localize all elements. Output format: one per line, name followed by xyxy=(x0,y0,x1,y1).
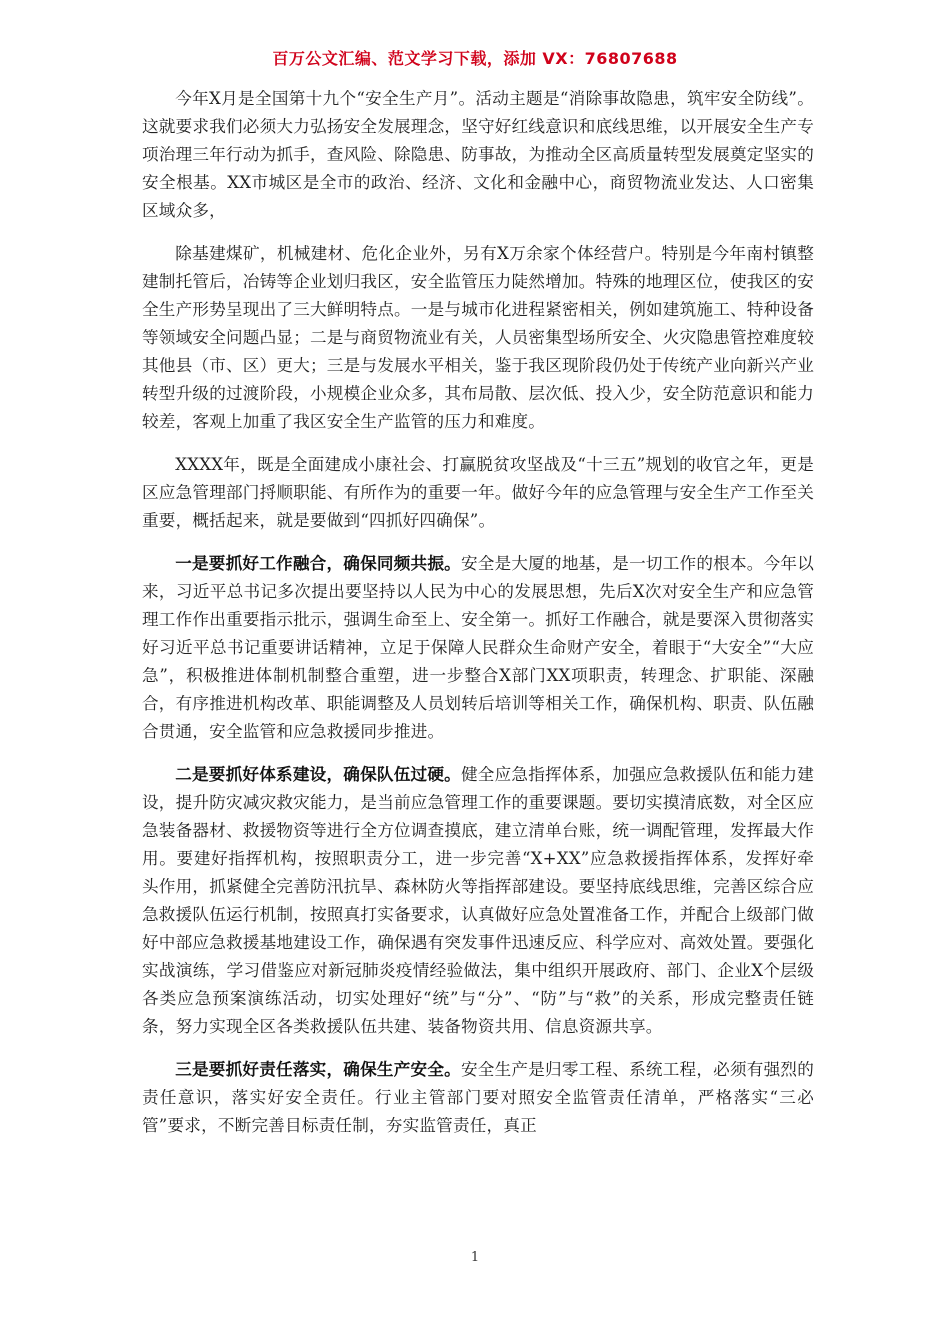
paragraph-2 xyxy=(142,239,814,436)
paragraph-text: 健全应急指挥体系，加强应急救援队伍和能力建设，提升防灾减灾救灾能力，是当前应急管理工作的重要课题。要切实摸清底数，对全区应急装备器材、救援物资等进行全方位调查摸底，建立清单台账，统一调配管理，发挥最大作用。要建好指挥机构，按照职责分工，进一步完善“X+XX”应急救援指挥体系，发挥好牵头作用，抓紧健全完善防汛抗旱、森林防火等指挥部建设。要坚持底线思维，完善区综合应急救援队伍运行机制，按照真打实备要求，认真做好应急处置准备工作，并配合上级部门做好中部应急救援基地建设工作，确保遇有突发事件迅速反应、科学应对、高效处置。要强化实战演练，学习借鉴应对新冠肺炎疫情经验做法，集中组织开展政府、部门、企业X个层级各类应急预案演练活动，切实处理好“统”与“分”、“防”与“救”的关系，形成完整责任链条，努力实现全区各类救援队伍共建、装备物资共用、信息资源共享。 xyxy=(142,765,814,1036)
header-banner: 百万公文汇编、范文学习下载，添加 VX：76807688 xyxy=(272,49,678,68)
paragraph-lead: 一是要抓好工作融合，确保同频共振。 xyxy=(175,553,461,573)
paragraph-lead: 二是要抓好体系建设，确保队伍过硬。 xyxy=(175,764,461,784)
paragraph-6 xyxy=(142,1055,814,1140)
paragraph-text: 今年X月是全国第十九个“安全生产月”。活动主题是“消除事故隐患，筑牢安全防线”。这就要求我们必须大力弘扬安全发展理念，坚守好红线意识和底线思维，以开展安全生产专项治理三年行动为抓手，查风险、除隐患、防事故，为推动全区高质量转型发展奠定坚实的安全根基。XX市城区是全市的政治、经济、文化和金融中心，商贸物流业发达、人口密集区域众多， xyxy=(142,89,814,220)
page-number: 1 xyxy=(470,1250,480,1265)
paragraph-text: 安全是大厦的地基，是一切工作的根本。今年以来，习近平总书记多次提出要坚持以人民为中心的发展思想，先后X次对安全生产和应急管理工作作出重要指示批示，强调生命至上、安全第一。抓好工作融合，就是要深入贯彻落实好习近平总书记重要讲话精神，立足于保障人民群众生命财产安全，着眼于“大安全”“大应急”，积极推进体制机制整合重塑，进一步整合X部门XX项职责，转理念、扩职能、深融合，有序推进机构改革、职能调整及人员划转后培训等相关工作，确保机构、职责、队伍融合贯通，安全监管和应急救援同步推进。 xyxy=(142,554,814,741)
paragraph-text: 安全生产是归零工程、系统工程，必须有强烈的责任意识，落实好安全责任。行业主管部门要对照安全监管责任清单，严格落实“三必管”要求，不断完善目标责任制，夯实监管责任，真正 xyxy=(142,1060,814,1135)
paragraph-1 xyxy=(142,84,814,225)
paragraph-3 xyxy=(142,450,814,535)
paragraph-lead: 三是要抓好责任落实，确保生产安全。 xyxy=(175,1059,461,1079)
paragraph-4 xyxy=(142,549,814,746)
document-body xyxy=(142,84,814,1154)
paragraph-text: 除基建煤矿，机械建材、危化企业外，另有X万余家个体经营户。特别是今年南村镇整建制托管后，冶铸等企业划归我区，安全监管压力陡然增加。特殊的地理区位，使我区的安全生产形势呈现出了三大鲜明特点。一是与城市化进程紧密相关，例如建筑施工、特种设备等领域安全问题凸显；二是与商贸物流业有关，人员密集型场所安全、火灾隐患管控难度较其他县（市、区）更大；三是与发展水平相关，鉴于我区现阶段仍处于传统产业向新兴产业转型升级的过渡阶段，小规模企业众多，其布局散、层次低、投入少，安全防范意识和能力较差，客观上加重了我区安全生产监管的压力和难度。 xyxy=(142,244,814,431)
paragraph-text: XXXX年，既是全面建成小康社会、打赢脱贫攻坚战及“十三五”规划的收官之年，更是区应急管理部门捋顺职能、有所作为的重要一年。做好今年的应急管理与安全生产工作至关重要，概括起来，就是要做到“四抓好四确保”。 xyxy=(142,455,814,530)
paragraph-5 xyxy=(142,760,814,1041)
